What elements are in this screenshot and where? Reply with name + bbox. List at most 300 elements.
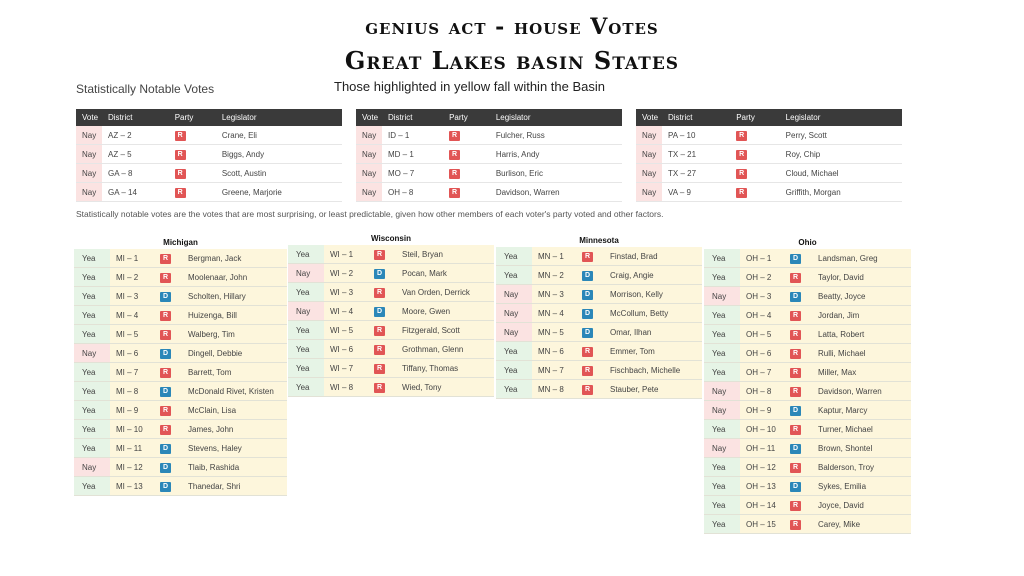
vote-cell: Yea [704, 325, 740, 344]
table-row [288, 302, 494, 321]
table-row [74, 420, 287, 439]
vote-cell: Nay [636, 183, 662, 202]
party-cell [582, 380, 608, 399]
district-cell: TX – 21 [662, 145, 730, 164]
legislator-cell: Harris, Andy [490, 145, 622, 164]
party-cell [730, 183, 779, 202]
district-cell: OH – 9 [740, 401, 790, 420]
legislator-cell: McDonald Rivet, Kristen [186, 382, 287, 401]
district-cell: AZ – 5 [102, 145, 169, 164]
header-legislator: Legislator [216, 109, 342, 126]
district-cell: VA – 9 [662, 183, 730, 202]
party-cell [790, 458, 816, 477]
table-row [704, 515, 911, 534]
vote-cell: Nay [704, 439, 740, 458]
vote-cell: Yea [704, 420, 740, 439]
district-cell: ID – 1 [382, 126, 443, 145]
header-district: District [662, 109, 730, 126]
legislator-cell: Dingell, Debbie [186, 344, 287, 363]
party-cell [582, 285, 608, 304]
vote-cell: Nay [496, 323, 532, 342]
party-badge: D [160, 292, 171, 302]
party-badge: D [790, 482, 801, 492]
legislator-cell: Biggs, Andy [216, 145, 342, 164]
vote-cell: Nay [496, 285, 532, 304]
title-line-1: genius act - house Votes [365, 14, 659, 40]
party-cell [169, 145, 216, 164]
party-cell [790, 439, 816, 458]
party-badge: D [374, 307, 385, 317]
vote-cell: Yea [288, 321, 324, 340]
legislator-cell: Tiffany, Thomas [400, 359, 494, 378]
district-cell: OH – 3 [740, 287, 790, 306]
state-vote-table [496, 247, 702, 399]
district-cell: OH – 5 [740, 325, 790, 344]
party-badge: R [175, 150, 186, 160]
legislator-cell: Burlison, Eric [490, 164, 622, 183]
table-row [704, 496, 911, 515]
district-cell: MI – 2 [110, 268, 160, 287]
party-badge: R [449, 131, 460, 141]
legislator-cell: Scholten, Hillary [186, 287, 287, 306]
party-cell [160, 401, 186, 420]
table-row [496, 285, 702, 304]
district-cell: OH – 8 [382, 183, 443, 202]
district-cell: OH – 15 [740, 515, 790, 534]
header-district: District [382, 109, 443, 126]
table-row [74, 439, 287, 458]
district-cell: MD – 1 [382, 145, 443, 164]
district-cell: WI – 7 [324, 359, 374, 378]
district-cell: MI – 1 [110, 249, 160, 268]
party-cell [160, 382, 186, 401]
party-cell [582, 342, 608, 361]
party-cell [160, 287, 186, 306]
vote-cell: Yea [74, 401, 110, 420]
party-cell [443, 164, 490, 183]
district-cell: GA – 8 [102, 164, 169, 183]
party-badge: R [160, 311, 171, 321]
legislator-cell: Craig, Angie [608, 266, 702, 285]
party-badge: D [790, 406, 801, 416]
vote-cell: Yea [74, 306, 110, 325]
vote-cell: Nay [636, 145, 662, 164]
vote-cell: Yea [704, 268, 740, 287]
vote-cell: Nay [636, 164, 662, 183]
party-cell [160, 306, 186, 325]
legislator-cell: Wied, Tony [400, 378, 494, 397]
district-cell: MI – 12 [110, 458, 160, 477]
table-row [496, 323, 702, 342]
legislator-cell: McClain, Lisa [186, 401, 287, 420]
district-cell: OH – 11 [740, 439, 790, 458]
party-badge: R [374, 326, 385, 336]
district-cell: MI – 4 [110, 306, 160, 325]
vote-cell: Yea [74, 268, 110, 287]
table-row [288, 264, 494, 283]
table-row [74, 325, 287, 344]
section-title: Statistically Notable Votes [76, 82, 215, 96]
vote-cell: Nay [496, 304, 532, 323]
party-badge: R [374, 383, 385, 393]
party-cell [374, 264, 400, 283]
vote-cell: Nay [704, 287, 740, 306]
table-row [288, 321, 494, 340]
district-cell: MI – 13 [110, 477, 160, 496]
district-cell: MN – 7 [532, 361, 582, 380]
table-row [74, 382, 287, 401]
district-cell: WI – 2 [324, 264, 374, 283]
district-cell: MN – 5 [532, 323, 582, 342]
party-badge: R [790, 273, 801, 283]
notable-votes-table-1 [76, 109, 342, 202]
legislator-cell: Fitzgerald, Scott [400, 321, 494, 340]
table-row [704, 458, 911, 477]
notable-header-row [76, 109, 342, 126]
party-badge: D [790, 292, 801, 302]
party-badge: R [736, 150, 747, 160]
header-legislator: Legislator [780, 109, 902, 126]
legislator-cell: Scott, Austin [216, 164, 342, 183]
table-row [496, 266, 702, 285]
legislator-cell: Brown, Shontel [816, 439, 911, 458]
legislator-cell: Crane, Eli [216, 126, 342, 145]
party-badge: R [160, 406, 171, 416]
legislator-cell: Cloud, Michael [780, 164, 902, 183]
legislator-cell: Perry, Scott [780, 126, 902, 145]
legislator-cell: Steil, Bryan [400, 245, 494, 264]
state-name: Minnesota [579, 236, 619, 245]
vote-cell: Yea [74, 363, 110, 382]
vote-cell: Yea [74, 382, 110, 401]
party-badge: R [160, 330, 171, 340]
party-cell [790, 249, 816, 268]
table-row [496, 304, 702, 323]
district-cell: MI – 8 [110, 382, 160, 401]
party-cell [790, 477, 816, 496]
legislator-cell: Fischbach, Michelle [608, 361, 702, 380]
district-cell: MN – 3 [532, 285, 582, 304]
vote-cell: Yea [496, 361, 532, 380]
party-cell [790, 287, 816, 306]
legislator-cell: Beatty, Joyce [816, 287, 911, 306]
legislator-cell: Roy, Chip [780, 145, 902, 164]
table-row [636, 183, 902, 202]
vote-cell: Yea [704, 306, 740, 325]
legislator-cell: Pocan, Mark [400, 264, 494, 283]
district-cell: WI – 3 [324, 283, 374, 302]
header-party: Party [443, 109, 490, 126]
district-cell: MI – 5 [110, 325, 160, 344]
table-row [74, 268, 287, 287]
legislator-cell: Fulcher, Russ [490, 126, 622, 145]
district-cell: MN – 1 [532, 247, 582, 266]
legislator-cell: Taylor, David [816, 268, 911, 287]
party-badge: R [374, 250, 385, 260]
table-row [356, 145, 622, 164]
district-cell: OH – 8 [740, 382, 790, 401]
party-cell [790, 420, 816, 439]
district-cell: MI – 3 [110, 287, 160, 306]
party-badge: R [736, 188, 747, 198]
district-cell: OH – 13 [740, 477, 790, 496]
district-cell: MI – 9 [110, 401, 160, 420]
party-cell [169, 183, 216, 202]
table-row [636, 164, 902, 183]
party-cell [790, 325, 816, 344]
party-cell [374, 283, 400, 302]
table-row [356, 183, 622, 202]
table-row [74, 401, 287, 420]
table-row [76, 126, 342, 145]
party-badge: R [374, 364, 385, 374]
table-row [704, 325, 911, 344]
district-cell: MI – 6 [110, 344, 160, 363]
district-cell: WI – 8 [324, 378, 374, 397]
district-cell: MN – 6 [532, 342, 582, 361]
legislator-cell: Walberg, Tim [186, 325, 287, 344]
party-badge: R [790, 368, 801, 378]
vote-cell: Yea [704, 249, 740, 268]
vote-cell: Nay [356, 164, 382, 183]
vote-cell: Nay [76, 145, 102, 164]
legislator-cell: Turner, Michael [816, 420, 911, 439]
table-row [496, 342, 702, 361]
legislator-cell: Jordan, Jim [816, 306, 911, 325]
party-cell [582, 247, 608, 266]
party-cell [160, 458, 186, 477]
vote-cell: Nay [74, 458, 110, 477]
district-cell: GA – 14 [102, 183, 169, 202]
header-legislator: Legislator [490, 109, 622, 126]
legislator-cell: Emmer, Tom [608, 342, 702, 361]
vote-cell: Yea [288, 340, 324, 359]
district-cell: OH – 1 [740, 249, 790, 268]
party-cell [790, 363, 816, 382]
vote-cell: Yea [496, 266, 532, 285]
party-badge: R [790, 520, 801, 530]
state-name: Wisconsin [371, 234, 411, 243]
party-badge: R [175, 169, 186, 179]
vote-cell: Yea [704, 344, 740, 363]
district-cell: OH – 2 [740, 268, 790, 287]
party-cell [169, 164, 216, 183]
district-cell: MN – 8 [532, 380, 582, 399]
party-badge: R [582, 366, 593, 376]
party-badge: R [790, 425, 801, 435]
party-badge: R [160, 254, 171, 264]
party-badge: R [160, 273, 171, 283]
legislator-cell: Miller, Max [816, 363, 911, 382]
district-cell: MN – 2 [532, 266, 582, 285]
party-cell [730, 164, 779, 183]
vote-cell: Yea [74, 325, 110, 344]
vote-cell: Yea [704, 496, 740, 515]
party-cell [790, 496, 816, 515]
district-cell: OH – 4 [740, 306, 790, 325]
district-cell: MI – 11 [110, 439, 160, 458]
party-badge: R [790, 349, 801, 359]
party-cell [790, 515, 816, 534]
legislator-cell: Moore, Gwen [400, 302, 494, 321]
state-vote-table [704, 249, 911, 534]
table-row [74, 306, 287, 325]
district-cell: OH – 12 [740, 458, 790, 477]
state-vote-table [74, 249, 287, 496]
district-cell: WI – 1 [324, 245, 374, 264]
party-cell [582, 323, 608, 342]
table-row [74, 344, 287, 363]
vote-cell: Nay [704, 401, 740, 420]
party-cell [160, 268, 186, 287]
district-cell: OH – 10 [740, 420, 790, 439]
party-badge: R [790, 330, 801, 340]
table-row [496, 361, 702, 380]
district-cell: TX – 27 [662, 164, 730, 183]
vote-cell: Yea [496, 247, 532, 266]
state-block-minnesota [496, 235, 702, 399]
legislator-cell: Joyce, David [816, 496, 911, 515]
party-cell [790, 306, 816, 325]
district-cell: OH – 14 [740, 496, 790, 515]
party-badge: R [160, 425, 171, 435]
header-vote: Vote [636, 109, 662, 126]
party-badge: R [790, 501, 801, 511]
district-cell: OH – 6 [740, 344, 790, 363]
party-badge: D [374, 269, 385, 279]
party-badge: R [374, 288, 385, 298]
party-badge: R [175, 188, 186, 198]
party-badge: D [160, 482, 171, 492]
party-cell [160, 477, 186, 496]
party-cell [582, 361, 608, 380]
party-badge: R [736, 131, 747, 141]
party-cell [169, 126, 216, 145]
legislator-cell: James, John [186, 420, 287, 439]
table-row [288, 359, 494, 378]
header-vote: Vote [76, 109, 102, 126]
state-name: Michigan [163, 238, 198, 247]
party-cell [790, 268, 816, 287]
party-badge: D [582, 309, 593, 319]
vote-cell: Yea [288, 283, 324, 302]
legislator-cell: McCollum, Betty [608, 304, 702, 323]
table-row [356, 164, 622, 183]
party-cell [790, 344, 816, 363]
table-row [74, 249, 287, 268]
party-cell [160, 363, 186, 382]
vote-cell: Yea [288, 245, 324, 264]
vote-cell: Yea [704, 458, 740, 477]
vote-cell: Yea [704, 363, 740, 382]
vote-cell: Nay [288, 302, 324, 321]
party-cell [374, 378, 400, 397]
legislator-cell: Van Orden, Derrick [400, 283, 494, 302]
table-row [74, 477, 287, 496]
party-cell [160, 249, 186, 268]
legislator-cell: Landsman, Greg [816, 249, 911, 268]
vote-cell: Yea [704, 477, 740, 496]
table-row [704, 363, 911, 382]
notable-votes-table-2 [356, 109, 622, 202]
district-cell: MO – 7 [382, 164, 443, 183]
vote-cell: Yea [74, 420, 110, 439]
party-cell [374, 359, 400, 378]
party-badge: R [736, 169, 747, 179]
table-row [74, 363, 287, 382]
party-cell [582, 304, 608, 323]
district-cell: WI – 5 [324, 321, 374, 340]
table-row [76, 183, 342, 202]
district-cell: OH – 7 [740, 363, 790, 382]
party-badge: R [160, 368, 171, 378]
district-cell: WI – 4 [324, 302, 374, 321]
party-badge: R [582, 252, 593, 262]
table-row [76, 145, 342, 164]
party-badge: R [790, 387, 801, 397]
vote-cell: Yea [74, 439, 110, 458]
table-row [76, 164, 342, 183]
table-row [636, 145, 902, 164]
district-cell: MN – 4 [532, 304, 582, 323]
legislator-cell: Thanedar, Shri [186, 477, 287, 496]
table-row [704, 344, 911, 363]
legislator-cell: Davidson, Warren [816, 382, 911, 401]
vote-cell: Yea [288, 359, 324, 378]
state-vote-table [288, 245, 494, 397]
party-cell [443, 126, 490, 145]
party-cell [730, 126, 779, 145]
legislator-cell: Morrison, Kelly [608, 285, 702, 304]
table-row [288, 283, 494, 302]
vote-cell: Nay [288, 264, 324, 283]
party-badge: D [160, 387, 171, 397]
party-badge: D [160, 444, 171, 454]
party-cell [374, 245, 400, 264]
party-badge: R [449, 188, 460, 198]
vote-cell: Yea [496, 342, 532, 361]
legislator-cell: Stevens, Haley [186, 439, 287, 458]
vote-cell: Yea [74, 477, 110, 496]
party-cell [443, 183, 490, 202]
legislator-cell: Barrett, Tom [186, 363, 287, 382]
header-district: District [102, 109, 169, 126]
header-party: Party [169, 109, 216, 126]
party-cell [790, 401, 816, 420]
vote-cell: Nay [704, 382, 740, 401]
party-badge: R [582, 385, 593, 395]
party-badge: D [582, 328, 593, 338]
legislator-cell: Griffith, Morgan [780, 183, 902, 202]
vote-cell: Nay [76, 164, 102, 183]
notable-votes-note: Statistically notable votes are the votes that are most surprising, or least predictable, given how other members of each voter's party voted and other factors. [76, 209, 664, 219]
table-row [704, 401, 911, 420]
legislator-cell: Stauber, Pete [608, 380, 702, 399]
party-badge: R [374, 345, 385, 355]
party-cell [790, 382, 816, 401]
district-cell: WI – 6 [324, 340, 374, 359]
party-badge: R [790, 311, 801, 321]
party-cell [374, 340, 400, 359]
party-badge: R [582, 347, 593, 357]
table-row [288, 340, 494, 359]
table-row [496, 380, 702, 399]
vote-cell: Nay [356, 183, 382, 202]
vote-cell: Nay [74, 344, 110, 363]
vote-cell: Yea [74, 249, 110, 268]
legislator-cell: Kaptur, Marcy [816, 401, 911, 420]
table-row [74, 287, 287, 306]
